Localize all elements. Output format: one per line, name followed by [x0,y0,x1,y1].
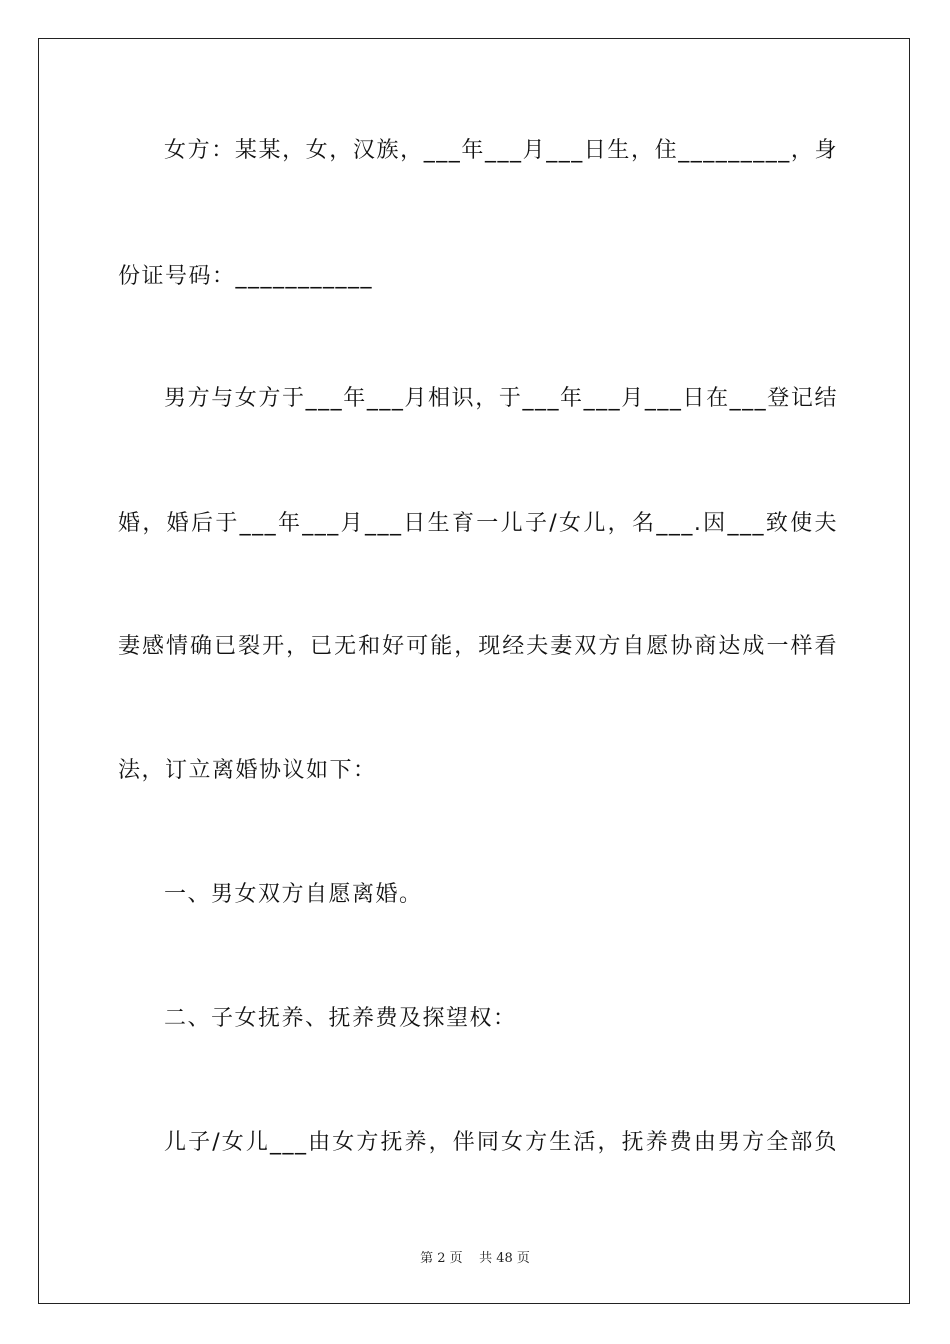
paragraph-line: 妻感情确已裂开，已无和好可能，现经夫妻双方自愿协商达成一样看 [118,634,838,659]
paragraph-line: 份证号码：___________ [118,264,374,289]
paragraph-line: 儿子/女儿___由女方抚养，伴同女方生活，抚养费由男方全部负 [164,1130,838,1155]
paragraph-line: 法，订立离婚协议如下： [118,758,377,783]
paragraph-line: 女方：某某，女，汉族，___年___月___日生，住_________，身 [164,138,838,163]
paragraph-line: 男方与女方于___年___月相识，于___年___月___日在___登记结 [164,386,838,411]
page-number: 第 2 页 共 48 页 [420,1251,530,1266]
page-border [38,38,910,1304]
list-item: 二、子女抚养、抚养费及探望权： [164,1006,517,1031]
paragraph-line: 婚，婚后于___年___月___日生育一儿子/女儿，名___.因___致使夫 [118,511,838,536]
list-item: 一、男女双方自愿离婚。 [164,882,423,907]
